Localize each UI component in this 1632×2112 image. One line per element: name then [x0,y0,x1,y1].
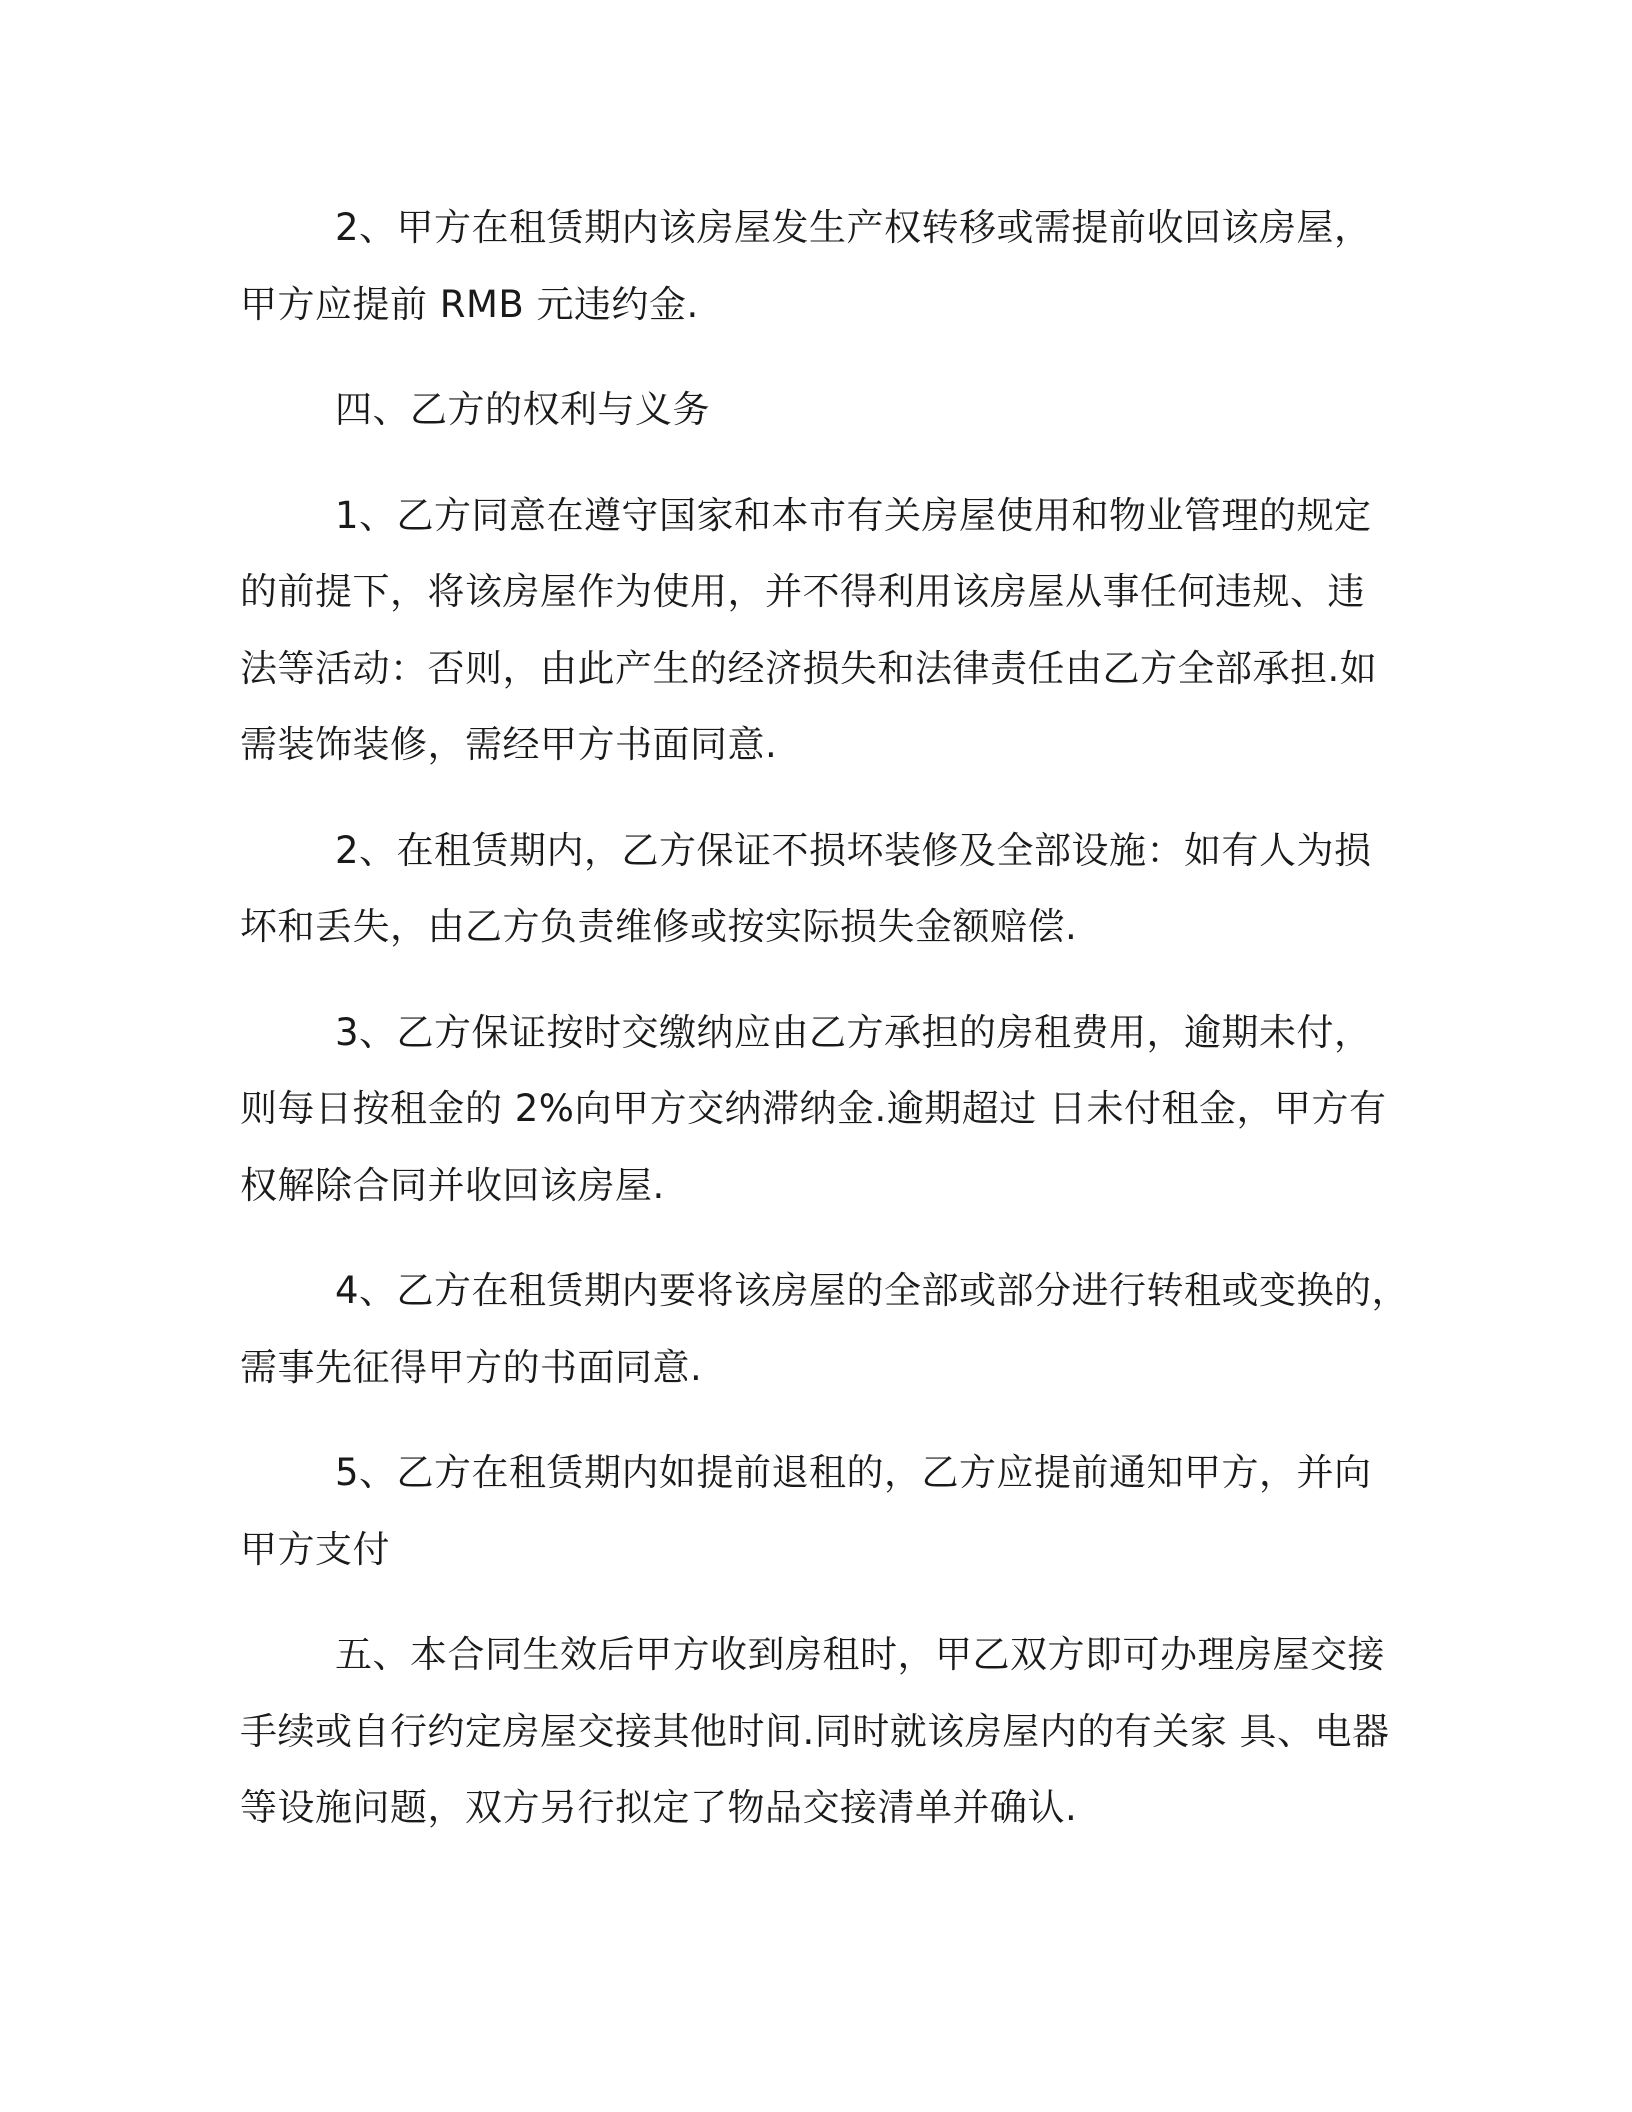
paragraph-line: 等设施问题，双方另行拟定了物品交接清单并确认. [240,1786,1078,1829]
paragraph-line: 甲方应提前 RMB 元违约金. [240,282,699,326]
paragraph-line: 5、乙方在租赁期内如提前退租的，乙方应提前通知甲方，并向 [335,1451,1372,1494]
paragraph-line: 2、甲方在租赁期内该房屋发生产权转移或需提前收回该房屋， [335,206,1372,249]
document-body [240,190,1410,1847]
paragraph-line: 手续或自行约定房屋交接其他时间.同时就该房屋内的有关家 具、电器 [240,1709,1390,1753]
paragraph-line: 3、乙方保证按时交缴纳应由乙方承担的房租费用，逾期未付， [335,1010,1372,1054]
paragraph-line: 1、乙方同意在遵守国家和本市有关房屋使用和物业管理的规定 [335,493,1372,537]
section-heading-text: 四、乙方的权利与义务 [335,388,710,431]
paragraph-clause-4-3 [240,995,1390,1225]
paragraph-line: 坏和丢失，由乙方负责维修或按实际损失金额赔偿. [240,905,1078,948]
paragraph-clause-3-2 [240,190,1390,343]
section-heading-4 [240,372,1390,449]
paragraph-line: 权解除合同并收回该房屋. [240,1163,665,1207]
paragraph-line: 需事先征得甲方的书面同意. [240,1345,703,1389]
paragraph-clause-4-1 [240,478,1390,784]
paragraph-line: 的前提下，将该房屋作为使用，并不得利用该房屋从事任何违规、违 [240,570,1365,613]
paragraph-line: 则每日按租金的 2%向甲方交纳滞纳金.逾期超过 日未付租金，甲方有 [240,1087,1387,1130]
paragraph-line: 法等活动：否则，由此产生的经济损失和法律责任由乙方全部承担.如 [240,646,1378,690]
paragraph-line: 4、乙方在租赁期内要将该房屋的全部或部分进行转租或变换的， [335,1269,1410,1312]
paragraph-clause-4-2 [240,813,1390,966]
paragraph-clause-4-5 [240,1435,1390,1588]
paragraph-line: 2、在租赁期内，乙方保证不损坏装修及全部设施：如有人为损 [335,828,1372,872]
paragraph-section-5 [240,1617,1390,1847]
paragraph-clause-4-4 [240,1253,1410,1406]
paragraph-line: 需装饰装修，需经甲方书面同意. [240,723,778,766]
paragraph-line: 甲方支付 [240,1527,390,1571]
paragraph-line: 五、本合同生效后甲方收到房租时，甲乙双方即可办理房屋交接 [335,1633,1385,1676]
